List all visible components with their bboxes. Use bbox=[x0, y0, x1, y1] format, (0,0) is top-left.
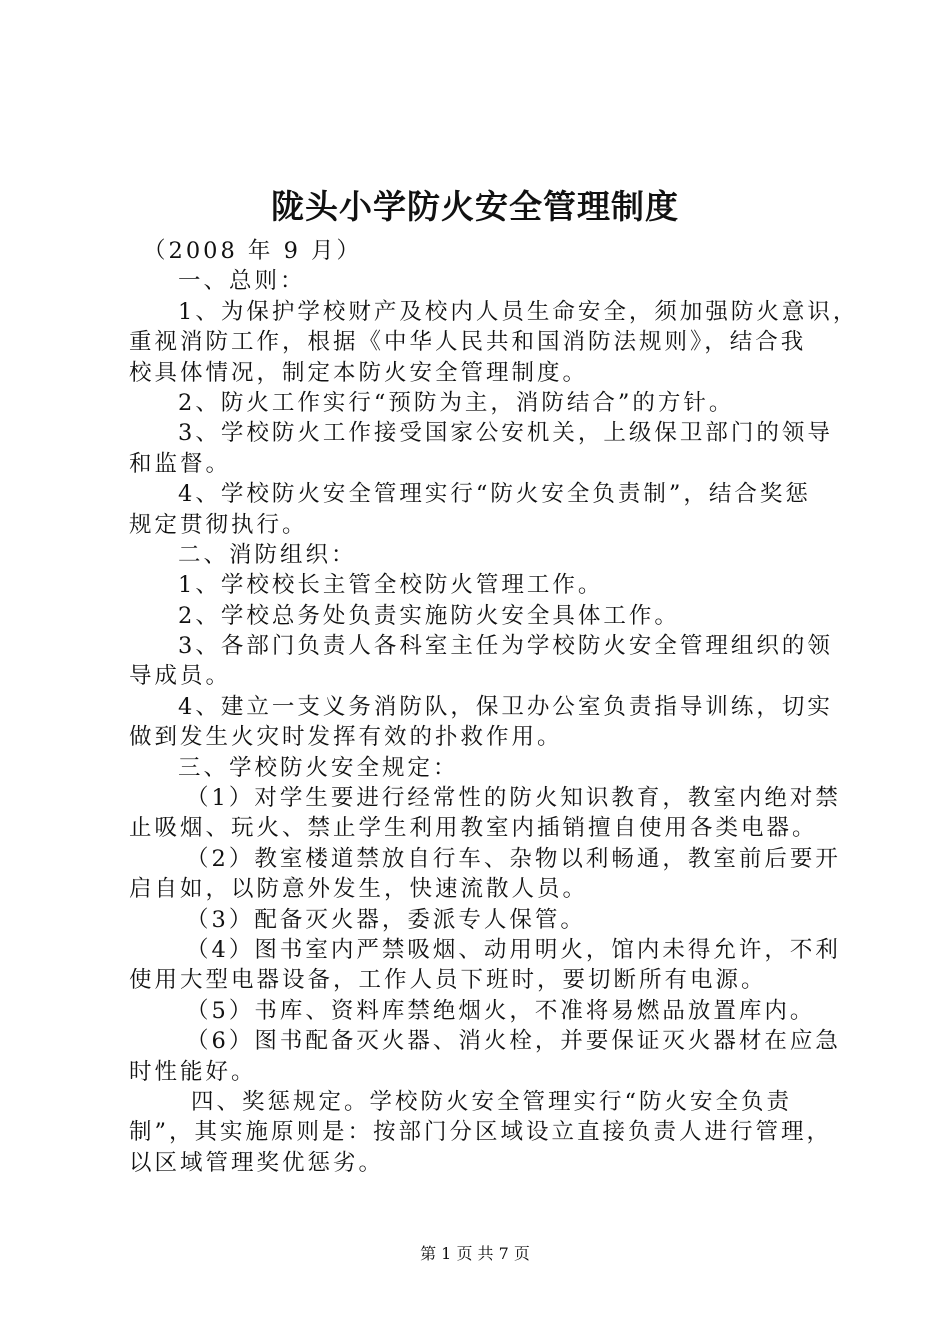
paragraph-line: （4）图书室内严禁吸烟、动用明火，馆内未得允许，不利 bbox=[186, 936, 841, 963]
paragraph-line: 3、学校防火工作接受国家公安机关，上级保卫部门的领导 bbox=[178, 420, 833, 447]
paragraph-line: 以区域管理奖优惩劣。 bbox=[129, 1149, 385, 1176]
paragraph-line: （1）对学生要进行经常性的防火知识教育，教室内绝对禁 bbox=[186, 785, 841, 812]
paragraph-line: （6）图书配备灭火器、消火栓，并要保证灭火器材在应急 bbox=[186, 1028, 841, 1055]
paragraph-line: （5）书库、资料库禁绝烟火，不准将易燃品放置库内。 bbox=[186, 997, 816, 1024]
section-heading: 四、奖惩规定。学校防火安全管理实行“防火安全负责 bbox=[191, 1088, 793, 1115]
paragraph-line: （3）配备灭火器，委派专人保管。 bbox=[186, 906, 586, 933]
paragraph-line: 3、各部门负责人各科室主任为学校防火安全管理组织的领 bbox=[178, 633, 833, 660]
paragraph-line: 4、学校防火安全管理实行“防火安全负责制”，结合奖惩 bbox=[178, 481, 811, 508]
paragraph-line: （2）教室楼道禁放自行车、杂物以利畅通，教室前后要开 bbox=[186, 845, 841, 872]
page-number: 第 1 页 共 7 页 bbox=[420, 1244, 530, 1263]
paragraph-line: 和监督。 bbox=[129, 450, 232, 477]
section-heading: 三、学校防火安全规定： bbox=[178, 754, 459, 781]
paragraph-line: 规定贯彻执行。 bbox=[129, 511, 308, 538]
paragraph-line: 4、建立一支义务消防队，保卫办公室负责指导训练，切实 bbox=[178, 693, 833, 720]
paragraph-line: 2、学校总务处负责实施防火安全具体工作。 bbox=[178, 602, 680, 629]
paragraph-line: 重视消防工作，根据《中华人民共和国消防法规则》，结合我 bbox=[129, 329, 807, 356]
paragraph-line: 校具体情况，制定本防火安全管理制度。 bbox=[129, 359, 589, 386]
section-heading: 二、消防组织： bbox=[178, 541, 357, 568]
paragraph-line: 导成员。 bbox=[129, 663, 232, 690]
section-heading: 一、总则： bbox=[178, 268, 306, 295]
paragraph-line: 时性能好。 bbox=[129, 1058, 257, 1085]
paragraph-line: 1、学校校长主管全校防火管理工作。 bbox=[178, 572, 604, 599]
paragraph-line: 使用大型电器设备，工作人员下班时，要切断所有电源。 bbox=[129, 967, 767, 994]
paragraph-line: 止吸烟、玩火、禁止学生利用教室内插销擅自使用各类电器。 bbox=[129, 815, 818, 842]
paragraph-line: 启自如，以防意外发生，快速流散人员。 bbox=[129, 876, 589, 903]
document-title: 陇头小学防火安全管理制度 bbox=[271, 187, 679, 226]
date-line: （2008 年 9 月） bbox=[143, 238, 363, 264]
document-body bbox=[129, 236, 859, 1178]
paragraph-line: 制”，其实施原则是：按部门分区域设立直接负责人进行管理， bbox=[129, 1119, 833, 1146]
paragraph-line: 2、防火工作实行“预防为主，消防结合”的方针。 bbox=[178, 389, 735, 416]
paragraph-line: 1、为保护学校财产及校内人员生命安全，须加强防火意识， bbox=[178, 298, 859, 325]
paragraph-line: 做到发生火灾时发挥有效的扑救作用。 bbox=[129, 724, 563, 751]
